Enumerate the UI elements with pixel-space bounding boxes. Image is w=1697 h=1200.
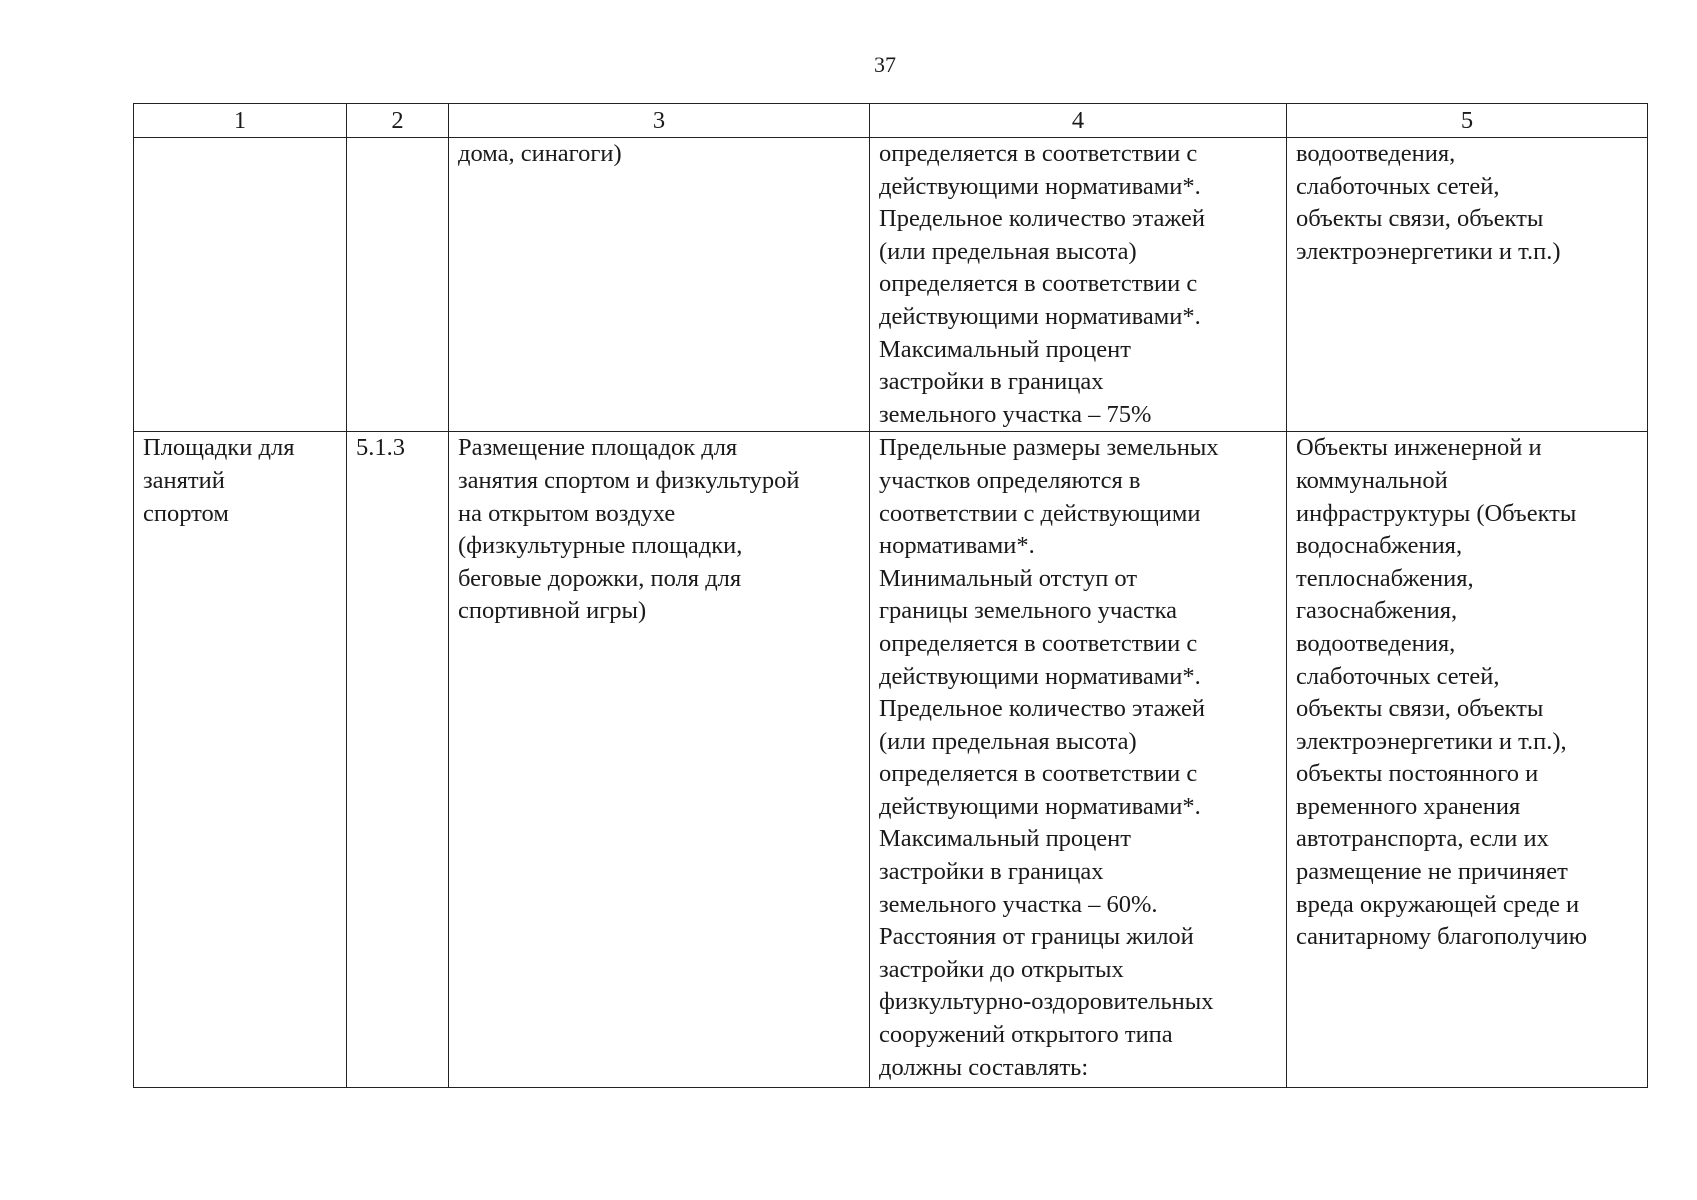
cell-text-line: застройки в границах: [879, 858, 1104, 886]
description-cell: [449, 138, 870, 432]
table-header-row: [134, 104, 1648, 138]
cell-text-line: действующими нормативами*.: [879, 662, 1201, 690]
header-col-5: 5: [1287, 104, 1648, 138]
use-type-cell: [134, 138, 347, 432]
cell-text-line: занятий: [143, 466, 225, 494]
cell-text-line: определяется в соответствии с: [879, 629, 1198, 657]
cell-text-line: водоснабжения,: [1296, 532, 1463, 560]
cell-text-line: границы земельного участка: [879, 597, 1178, 625]
cell-text-line: объекты связи, объекты: [1296, 695, 1544, 723]
cell-text-line: Минимальный отступ от: [879, 564, 1138, 592]
table-row: [134, 432, 1648, 1088]
cell-text-line: занятия спортом и физкультурой: [458, 466, 800, 494]
cell-text-line: Предельные размеры земельных: [879, 434, 1219, 462]
auxiliary-objects-cell: [1287, 138, 1648, 432]
code-cell: [347, 432, 449, 1088]
header-col-3: 3: [449, 104, 870, 138]
cell-text-line: газоснабжения,: [1296, 597, 1458, 625]
header-col-2: 2: [347, 104, 449, 138]
cell-text-line: слаботочных сетей,: [1296, 172, 1500, 200]
cell-text-line: (или предельная высота): [879, 237, 1137, 265]
cell-text-line: беговые дорожки, поля для: [458, 564, 742, 592]
cell-text-line: (физкультурные площадки,: [458, 532, 743, 560]
cell-text-line: (или предельная высота): [879, 727, 1137, 755]
cell-text-line: временного хранения: [1296, 792, 1521, 820]
cell-text-line: Максимальный процент: [879, 825, 1131, 853]
header-col-4: 4: [870, 104, 1287, 138]
cell-text-line: Предельное количество этажей: [879, 205, 1205, 233]
cell-text-line: действующими нормативами*.: [879, 302, 1201, 330]
cell-text-line: сооружений открытого типа: [879, 1021, 1173, 1049]
cell-text-line: коммунальной: [1296, 466, 1448, 494]
cell-text-line: Объекты инженерной и: [1296, 434, 1542, 462]
cell-text-line: инфраструктуры (Объекты: [1296, 499, 1577, 527]
cell-text-line: нормативами*.: [879, 532, 1035, 560]
cell-text-line: участков определяются в: [879, 466, 1141, 494]
cell-text-line: дома, синагоги): [458, 140, 622, 167]
cell-text-line: определяется в соответствии с: [879, 140, 1198, 167]
cell-text-line: Расстояния от границы жилой: [879, 923, 1194, 951]
cell-text-line: водоотведения,: [1296, 140, 1456, 167]
cell-text-line: объекты постоянного и: [1296, 760, 1539, 788]
cell-text-line: размещение не причиняет: [1296, 858, 1568, 886]
cell-text-line: объекты связи, объекты: [1296, 205, 1544, 233]
regulations-table: [133, 103, 1648, 1088]
cell-text-line: соответствии с действующими: [879, 499, 1201, 527]
cell-text-line: должны составлять:: [879, 1053, 1089, 1081]
cell-text-line: слаботочных сетей,: [1296, 662, 1500, 690]
cell-text-line: земельного участка – 75%: [879, 400, 1152, 428]
cell-text-line: электроэнергетики и т.п.),: [1296, 727, 1567, 755]
cell-text-line: санитарному благополучию: [1296, 923, 1588, 951]
cell-text-line: застройки до открытых: [879, 955, 1124, 983]
cell-text-line: спортом: [143, 499, 229, 527]
table-row: [134, 138, 1648, 432]
cell-text-line: спортивной игры): [458, 597, 647, 625]
cell-text-line: на открытом воздухе: [458, 499, 676, 527]
cell-text-line: водоотведения,: [1296, 629, 1456, 657]
cell-text-line: 5.1.3: [356, 434, 405, 462]
code-cell: [347, 138, 449, 432]
cell-text-line: автотранспорта, если их: [1296, 825, 1549, 853]
use-type-cell: [134, 432, 347, 1088]
cell-text-line: земельного участка – 60%.: [879, 890, 1158, 918]
parameters-cell: [870, 138, 1287, 432]
cell-text-line: действующими нормативами*.: [879, 792, 1201, 820]
cell-text-line: Размещение площадок для: [458, 434, 738, 462]
cell-text-line: застройки в границах: [879, 368, 1104, 396]
cell-text-line: Максимальный процент: [879, 335, 1131, 363]
cell-text-line: физкультурно-оздоровительных: [879, 988, 1214, 1016]
cell-text-line: Предельное количество этажей: [879, 695, 1205, 723]
cell-text-line: электроэнергетики и т.п.): [1296, 237, 1561, 265]
auxiliary-objects-cell: [1287, 432, 1648, 1088]
cell-text-line: Площадки для: [143, 434, 295, 462]
cell-text-line: действующими нормативами*.: [879, 172, 1201, 200]
cell-text-line: теплоснабжения,: [1296, 564, 1474, 592]
parameters-cell: [870, 432, 1287, 1088]
cell-text-line: определяется в соответствии с: [879, 760, 1198, 788]
cell-text-line: определяется в соответствии с: [879, 270, 1198, 298]
description-cell: [449, 432, 870, 1088]
cell-text-line: вреда окружающей среде и: [1296, 890, 1580, 918]
header-col-1: 1: [134, 104, 347, 138]
page-number: 37: [874, 52, 896, 77]
